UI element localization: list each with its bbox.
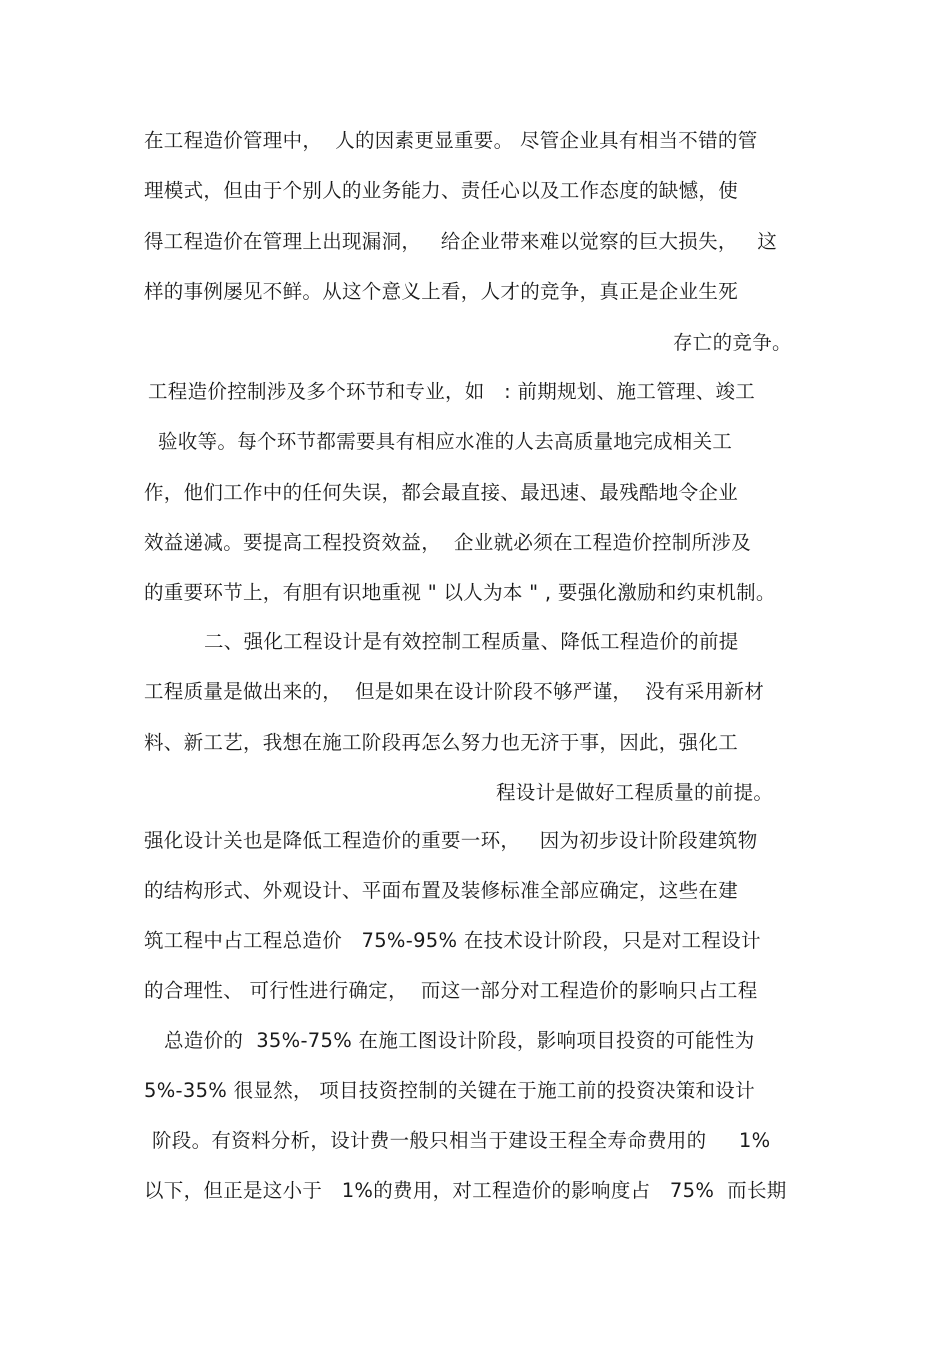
paragraph-line-22: 以下，但正是这小于 1%的费用，对工程造价的影响度占 75% 而长期 xyxy=(144,1179,787,1202)
paragraph-line-10: 的重要环节上，有胆有识地重视 " 以人为本 " , 要强化激励和约束机制。 xyxy=(144,581,776,604)
paragraph-line-14: 程设计是做好工程质量的前提。 xyxy=(496,781,774,804)
paragraph-line-18: 的合理性、 可行性进行确定， 而这一部分对工程造价的影响只占工程 xyxy=(144,979,758,1002)
paragraph-line-5: 存亡的竞争。 xyxy=(673,331,792,354)
paragraph-line-9: 效益递减。要提高工程投资效益， 企业就必须在工程造价控制所涉及 xyxy=(144,531,751,554)
paragraph-line-15: 强化设计关也是降低工程造价的重要一环， 因为初步设计阶段建筑物 xyxy=(144,829,758,852)
paragraph-line-21: 阶段。有资料分析，设计费一般只相当于建设王程全寿命费用的 1% xyxy=(152,1129,771,1152)
paragraph-line-19: 总造价的 35%-75% 在施工图设计阶段，影响项目投资的可能性为 xyxy=(164,1029,755,1052)
paragraph-line-2: 理模式，但由于个别人的业务能力、责任心以及工作态度的缺憾，使 xyxy=(144,179,739,202)
paragraph-line-6: 工程造价控制涉及多个环节和专业，如 : 前期规划、施工管理、竣工 xyxy=(148,380,756,403)
paragraph-line-16: 的结构形式、外观设计、平面布置及装修标准全部应确定，这些在建 xyxy=(144,879,739,902)
paragraph-line-8: 作，他们工作中的任何失误，都会最直接、最迅速、最残酷地令企业 xyxy=(144,481,739,504)
section-heading: 二、强化工程设计是有效控制工程质量、降低工程造价的前提 xyxy=(204,630,739,653)
paragraph-line-17: 筑工程中占工程总造价 75%-95% 在技术设计阶段，只是对工程设计 xyxy=(144,929,761,952)
paragraph-line-1: 在工程造价管理中， 人的因素更显重要。 尽管企业具有相当不错的管 xyxy=(144,129,758,152)
paragraph-line-3: 得工程造价在管理上出现漏洞， 给企业带来难以觉察的巨大损失， 这 xyxy=(144,230,777,253)
paragraph-line-12: 工程质量是做出来的， 但是如果在设计阶段不够严谨， 没有采用新材 xyxy=(144,680,764,703)
paragraph-line-7: 验收等。每个环节都需要具有相应水准的人去高质量地完成相关工 xyxy=(158,430,733,453)
paragraph-line-20: 5%-35% 很显然， 项目技资控制的关键在于施工前的投资决策和设计 xyxy=(144,1079,755,1102)
paragraph-line-13: 料、新工艺，我想在施工阶段再怎么努力也无济于事，因此，强化工 xyxy=(144,731,739,754)
paragraph-line-4: 样的事例屡见不鲜。从这个意义上看，人才的竞争，真正是企业生死 xyxy=(144,280,739,303)
